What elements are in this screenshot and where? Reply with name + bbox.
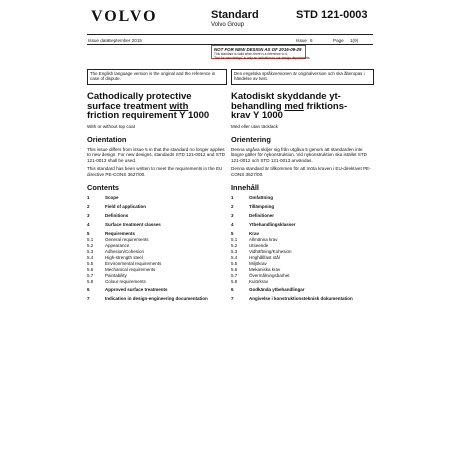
issue-label: Issue: [296, 38, 307, 43]
toc-item-text: Appearance: [105, 243, 130, 249]
toc-item-number: 7: [87, 296, 90, 302]
language-note-en: The English language version is the original and the reference in case of dispute.: [87, 69, 227, 85]
title-sv-line-2-pre: behandling: [231, 100, 285, 112]
toc-item-text: Field of application: [105, 204, 147, 210]
standard-subtitle: Volvo Group: [211, 22, 245, 28]
contents-heading-sv: Innehåll: [231, 183, 259, 193]
orientation-heading-sv: Orientering: [231, 134, 271, 144]
notice-line-2: "Not for new design" is only an indication to our design departments.: [214, 56, 311, 60]
toc-item-text: Environmental requirements: [105, 261, 162, 267]
issue-date-value: September 2015: [108, 38, 142, 43]
toc-item-number: 5.8: [87, 279, 94, 285]
toc-item-text: Krav: [249, 230, 260, 236]
standard-title: Standard: [211, 9, 259, 21]
toc-item-number: 5.7: [87, 273, 94, 279]
toc-item-number: 6: [87, 287, 90, 293]
notice-line-1: This standard is valid when there is a reference to it,: [214, 52, 288, 56]
toc-item: [231, 296, 371, 302]
toc-item-number: 1: [231, 195, 234, 201]
toc-item-text: Colour requirements: [105, 279, 146, 285]
toc-item-number: 2: [87, 204, 90, 210]
toc-item-number: 5.4: [231, 255, 238, 261]
toc-item: [231, 222, 371, 228]
toc-item-number: 5.3: [87, 249, 94, 255]
toc-item-text: Indication in design-engineering documentation: [105, 296, 208, 302]
orientation-paragraph-en-1: This issue differs from issue 5 in that the standard no longer applies to new design. For new designs, standards STD 121-0012 and STD 121-0013 shall be used.: [87, 146, 225, 163]
toc-item: [231, 287, 371, 293]
subtitle-en: With or without top coat: [87, 123, 136, 129]
toc-item: [87, 287, 227, 293]
toc-item-text: Kulörkrav: [249, 279, 269, 285]
english-column: [87, 92, 227, 303]
title-en-line-1: Cathodically protective: [87, 91, 192, 102]
toc-item: [87, 204, 227, 210]
toc-item-text: Utseende: [249, 243, 269, 249]
toc-item: [231, 204, 371, 210]
toc-item-text: Scope: [105, 195, 119, 201]
toc-item-number: 6: [231, 287, 234, 293]
language-note-sv: Den engelska språkversionen är originalversion och ska åberopas i händelse av tvist.: [231, 69, 374, 85]
toc-item-number: 5.1: [231, 237, 238, 243]
volvo-logo: VOLVO: [91, 8, 158, 25]
toc-item-number: 5.8: [231, 279, 238, 285]
title-sv-line-3: krav Y 1000: [231, 110, 283, 121]
toc-item-text: Vidhäftning/Kohesion: [249, 249, 292, 255]
orientation-heading-en: Orientation: [87, 134, 127, 144]
toc-item: [231, 279, 371, 285]
toc-item-text: Angivelse i konstruktionsteknisk dokumentation: [249, 296, 353, 302]
document-title-en: [87, 92, 227, 121]
toc-item: [87, 222, 227, 228]
table-of-contents-sv: [231, 195, 371, 302]
toc-item-number: 4: [87, 221, 90, 227]
subtitle-sv: Med eller utan täcklack: [231, 123, 278, 129]
toc-item-number: 5.2: [87, 243, 94, 249]
toc-item: [87, 195, 227, 201]
toc-item-number: 7: [231, 296, 234, 302]
toc-item-text: Ytbehandlingsklasser: [249, 221, 296, 227]
toc-item-number: 5.7: [231, 273, 238, 279]
title-sv-underlined: med: [284, 100, 304, 112]
toc-item-number: 4: [231, 221, 234, 227]
title-en-underlined: with: [169, 100, 189, 112]
toc-item-number: 1: [87, 195, 90, 201]
toc-item-number: 5.6: [231, 267, 238, 273]
toc-item-number: 5.3: [231, 249, 238, 255]
toc-item: [231, 213, 371, 219]
contents-heading-en: Contents: [87, 183, 120, 193]
toc-item-text: Requirements: [105, 230, 136, 236]
title-en-line-2: surface treatment: [87, 100, 170, 112]
toc-item-text: Övermålningsbarhet: [249, 273, 290, 279]
toc-item-text: Definitions: [105, 213, 129, 219]
toc-item: [231, 195, 371, 201]
title-sv-line-2-post: friktions-: [303, 100, 348, 112]
toc-item-number: 3: [87, 213, 90, 219]
not-for-new-design-notice: [211, 45, 311, 60]
toc-item-number: 5.5: [231, 261, 238, 267]
issue-date-label: Issue date: [88, 38, 110, 43]
document-title-sv: [231, 92, 371, 121]
toc-item-number: 2: [231, 204, 234, 210]
toc-item-number: 5: [87, 230, 90, 236]
toc-item-number: 5.2: [231, 243, 238, 249]
standard-number: STD 121-0003: [296, 9, 368, 21]
toc-item-text: Surface treatment classes: [105, 221, 161, 227]
toc-item-text: General requirements: [105, 237, 149, 243]
toc-item: [87, 296, 227, 302]
orientation-paragraph-sv-1: Denna utgåva skiljer sig från utgåva 5 genom att standarden inte längre gäller för nykonstruktion. Vid nykonstruktion ska istället STD 121-0012 och STD 121-0013 användas.: [231, 146, 368, 163]
toc-item-text: Höghållfast stål: [249, 255, 280, 261]
toc-item-text: Definitioner: [249, 213, 275, 219]
toc-item-number: 5.6: [87, 267, 94, 273]
toc-item-text: Approved surface treatments: [105, 287, 168, 293]
toc-item: [87, 213, 227, 219]
toc-item-text: Adhesion/Cohesion: [105, 249, 145, 255]
toc-item-text: Tillämpning: [249, 204, 275, 210]
toc-item-number: 3: [231, 213, 234, 219]
swedish-column: [231, 92, 371, 303]
toc-item-text: Mekaniska krav: [249, 267, 281, 273]
toc-item: [87, 279, 227, 285]
orientation-paragraph-en-2: This standard has been written to meet the requirements in the EU directive PE-CONS 3627/00.: [87, 166, 223, 177]
toc-item-text: Miljökrav: [249, 261, 267, 267]
table-of-contents-en: [87, 195, 227, 302]
orientation-paragraph-sv-2: Denna standard är tillkommen för att möta kraven i EU-direktivet PE-CONS 3627/00.: [231, 166, 371, 177]
toc-item-text: Allmänna krav: [249, 237, 278, 243]
notice-title: NOT FOR NEW DESIGN AS OF 2015-09-29: [214, 47, 302, 52]
toc-item-text: Godkända ytbehandlingar: [249, 287, 305, 293]
toc-item-text: Paintability: [105, 273, 127, 279]
toc-item-text: Omfattning: [249, 195, 273, 201]
toc-item-number: 5: [231, 230, 234, 236]
toc-item-number: 5.5: [87, 261, 94, 267]
toc-item-text: Mechanical requirements: [105, 267, 156, 273]
title-sv-line-1: Katodiskt skyddande yt-: [231, 91, 341, 102]
header-top-rule: [87, 34, 373, 35]
page-value: 1(9): [350, 38, 359, 43]
issue-value: 6: [310, 38, 313, 43]
title-en-line-3: friction requirement Y 1000: [87, 110, 210, 121]
toc-item-number: 5.4: [87, 255, 94, 261]
toc-item-number: 5.1: [87, 237, 94, 243]
page-label: Page: [333, 38, 344, 43]
toc-item-text: High-strength steel: [105, 255, 143, 261]
